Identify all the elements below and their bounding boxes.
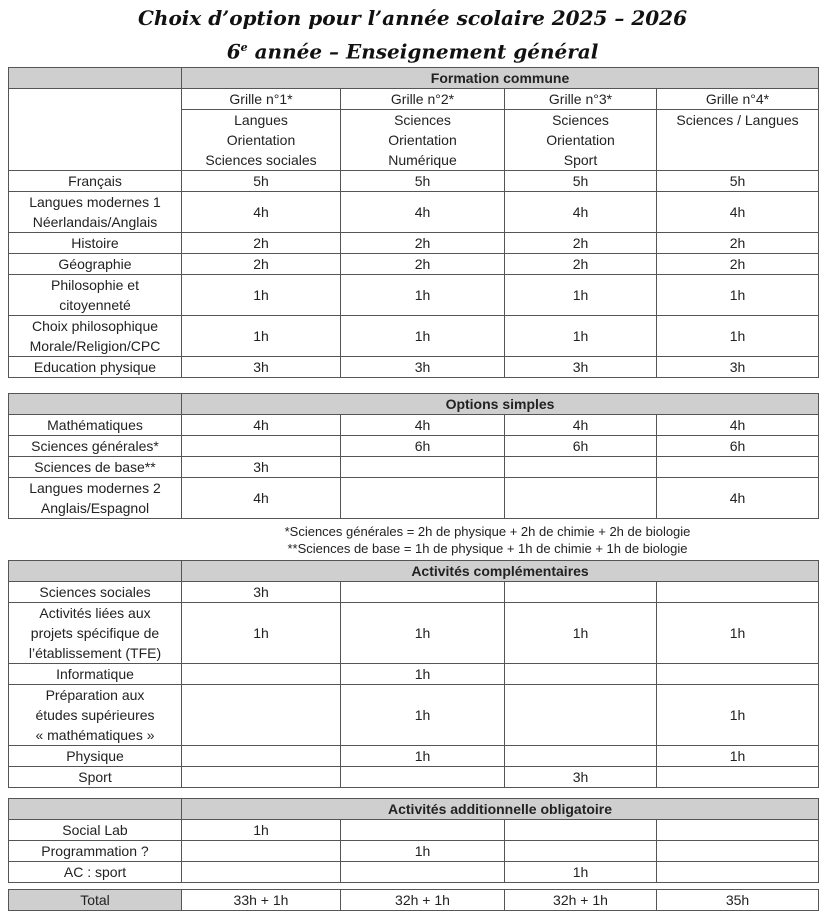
- total-value: 32h + 1h: [341, 890, 505, 911]
- grille-description: [657, 110, 819, 171]
- hours-cell: [505, 582, 657, 603]
- total-label: Total: [9, 890, 182, 911]
- hours-cell: [657, 582, 819, 603]
- grille-description: [505, 110, 657, 171]
- table-row: [9, 664, 819, 685]
- hours-cell: [505, 478, 657, 519]
- hours-cell: 1h: [341, 685, 505, 746]
- hours-cell: [182, 436, 341, 457]
- hours-cell: 6h: [657, 436, 819, 457]
- row-label: [9, 316, 182, 357]
- hours-cell: [182, 685, 341, 746]
- hours-cell: 2h: [341, 233, 505, 254]
- total-value: 32h + 1h: [505, 890, 657, 911]
- hours-cell: 1h: [182, 603, 341, 664]
- header-corner: [9, 561, 182, 582]
- hours-cell: [505, 841, 657, 862]
- row-label-line: « mathématiques »: [35, 727, 155, 743]
- hours-cell: 2h: [505, 233, 657, 254]
- row-label: [9, 820, 182, 841]
- hours-cell: 1h: [505, 275, 657, 316]
- table-row: [9, 767, 819, 788]
- hours-cell: [657, 457, 819, 478]
- row-label: [9, 478, 182, 519]
- row-label-line: Langues modernes 1: [29, 194, 161, 210]
- row-label-line: Sciences générales*: [31, 438, 159, 454]
- hours-cell: [182, 664, 341, 685]
- section-header-formation-commune: Formation commune: [182, 68, 819, 89]
- hours-cell: [182, 841, 341, 862]
- hours-cell: 1h: [341, 841, 505, 862]
- hours-cell: 1h: [657, 316, 819, 357]
- total-value: 35h: [657, 890, 819, 911]
- activites-complementaires-table: [8, 560, 819, 788]
- hours-cell: 1h: [341, 316, 505, 357]
- table-row: [9, 603, 819, 664]
- hours-cell: 2h: [657, 254, 819, 275]
- hours-cell: 4h: [657, 478, 819, 519]
- table-row: [9, 436, 819, 457]
- row-label: [9, 603, 182, 664]
- row-label: [9, 233, 182, 254]
- hours-cell: 4h: [341, 192, 505, 233]
- hours-cell: 1h: [657, 603, 819, 664]
- hours-cell: 1h: [505, 316, 657, 357]
- table-row: [9, 275, 819, 316]
- row-label-line: Education physique: [33, 359, 157, 375]
- hours-cell: [657, 820, 819, 841]
- table-row: [9, 316, 819, 357]
- hours-cell: [505, 664, 657, 685]
- hours-cell: 1h: [657, 685, 819, 746]
- hours-cell: [341, 767, 505, 788]
- row-label-line: Néerlandais/Anglais: [32, 214, 158, 230]
- hours-cell: 3h: [341, 357, 505, 378]
- activites-additionnelle-table: [8, 798, 819, 883]
- table-row: [9, 478, 819, 519]
- row-label-line: Géographie: [58, 256, 132, 272]
- table-row: [9, 171, 819, 192]
- header-corner: [9, 394, 182, 415]
- hours-cell: 1h: [341, 664, 505, 685]
- grille-header: Grille n°4*: [657, 89, 819, 110]
- row-label-line: projets spécifique de: [30, 625, 160, 641]
- row-label: [9, 582, 182, 603]
- row-label: [9, 685, 182, 746]
- table-row: [9, 820, 819, 841]
- hours-cell: [341, 457, 505, 478]
- row-label-line: Sciences de base**: [34, 459, 156, 475]
- footnotes: [0, 523, 825, 557]
- hours-cell: 4h: [182, 415, 341, 436]
- hours-cell: 4h: [657, 192, 819, 233]
- hours-cell: 1h: [341, 603, 505, 664]
- hours-cell: 3h: [657, 357, 819, 378]
- hours-cell: [341, 582, 505, 603]
- table-row: [9, 457, 819, 478]
- footnote: **Sciences de base = 1h de physique + 1h de chimie + 1h de biologie: [287, 541, 688, 556]
- section-header-options-simples: Options simples: [182, 394, 819, 415]
- row-label-line: Sciences sociales: [39, 584, 151, 600]
- row-label-line: Langues modernes 2: [29, 480, 161, 496]
- table-row: [9, 582, 819, 603]
- hours-cell: 2h: [182, 254, 341, 275]
- row-label-line: citoyenneté: [59, 297, 131, 313]
- options-simples-table: [8, 393, 819, 519]
- hours-cell: 3h: [182, 582, 341, 603]
- row-label: [9, 862, 182, 883]
- subtitle-prefix: 6: [226, 39, 241, 64]
- row-label: [9, 192, 182, 233]
- footnote: *Sciences générales = 2h de physique + 2h de chimie + 2h de biologie: [284, 524, 691, 539]
- row-label: [9, 457, 182, 478]
- hours-cell: 5h: [341, 171, 505, 192]
- table-row: [9, 841, 819, 862]
- hours-cell: 4h: [505, 192, 657, 233]
- hours-cell: 6h: [341, 436, 505, 457]
- row-label-line: Programmation ?: [41, 843, 149, 859]
- row-label-line: études supérieures: [35, 707, 155, 723]
- hours-cell: 1h: [505, 862, 657, 883]
- table-row: [9, 685, 819, 746]
- hours-cell: 1h: [657, 275, 819, 316]
- row-label: [9, 664, 182, 685]
- hours-cell: [341, 862, 505, 883]
- row-label-line: Activités liées aux: [39, 605, 151, 621]
- row-label-line: Histoire: [71, 235, 119, 251]
- hours-cell: 4h: [341, 415, 505, 436]
- hours-cell: 4h: [505, 415, 657, 436]
- hours-cell: 1h: [505, 603, 657, 664]
- grille-description-line: Sciences: [552, 112, 609, 128]
- hours-cell: [505, 746, 657, 767]
- hours-cell: 2h: [657, 233, 819, 254]
- hours-cell: 3h: [505, 767, 657, 788]
- empty-cell: [9, 89, 182, 171]
- grille-description: [182, 110, 341, 171]
- hours-cell: 1h: [182, 275, 341, 316]
- row-label: [9, 171, 182, 192]
- row-label: [9, 841, 182, 862]
- row-label: [9, 436, 182, 457]
- grille-description-line: Orientation: [226, 132, 296, 148]
- row-label: [9, 275, 182, 316]
- table-row: [9, 192, 819, 233]
- hours-cell: 3h: [182, 457, 341, 478]
- header-corner: [9, 68, 182, 89]
- grille-description-line: Sciences / Langues: [676, 112, 799, 128]
- hours-cell: [657, 767, 819, 788]
- table-row: [9, 415, 819, 436]
- grille-description-line: Langues: [234, 112, 288, 128]
- hours-cell: [657, 862, 819, 883]
- hours-cell: 2h: [182, 233, 341, 254]
- hours-cell: 4h: [657, 415, 819, 436]
- hours-cell: 2h: [341, 254, 505, 275]
- hours-cell: [505, 685, 657, 746]
- hours-cell: 1h: [182, 316, 341, 357]
- hours-cell: 4h: [182, 478, 341, 519]
- page-subtitle: [0, 33, 825, 67]
- grille-description-line: Sciences sociales: [205, 152, 317, 168]
- table-row: [9, 233, 819, 254]
- header-corner: [9, 799, 182, 820]
- grille-description-line: Sciences: [394, 112, 451, 128]
- table-row: [9, 254, 819, 275]
- hours-cell: 2h: [505, 254, 657, 275]
- grille-description-line: Sport: [563, 152, 598, 168]
- row-label-line: Préparation aux: [45, 687, 145, 703]
- row-label-line: l’établissement (TFE): [28, 645, 162, 661]
- hours-cell: [341, 820, 505, 841]
- hours-cell: 3h: [182, 357, 341, 378]
- grille-description-line: Orientation: [388, 132, 457, 148]
- grille-header: Grille n°2*: [341, 89, 505, 110]
- hours-cell: 1h: [341, 275, 505, 316]
- hours-cell: [341, 478, 505, 519]
- hours-cell: 1h: [657, 746, 819, 767]
- table-row: [9, 746, 819, 767]
- hours-cell: 1h: [341, 746, 505, 767]
- section-header-activites-complementaires: Activités complémentaires: [182, 561, 819, 582]
- row-label-line: Sport: [78, 769, 112, 785]
- grille-description-line: Orientation: [546, 132, 615, 148]
- subtitle-rest: année – Enseignement général: [247, 39, 599, 64]
- row-label: [9, 746, 182, 767]
- row-label: [9, 767, 182, 788]
- grille-description: [341, 110, 505, 171]
- hours-cell: 6h: [505, 436, 657, 457]
- table-row: [9, 862, 819, 883]
- total-value: 33h + 1h: [182, 890, 341, 911]
- grille-header: Grille n°3*: [505, 89, 657, 110]
- row-label-line: AC : sport: [63, 864, 127, 880]
- subtitle-sup: e: [240, 41, 248, 54]
- row-label: [9, 415, 182, 436]
- table-row: [9, 357, 819, 378]
- row-label: [9, 357, 182, 378]
- row-label-line: Morale/Religion/CPC: [29, 338, 161, 354]
- grille-header: Grille n°1*: [182, 89, 341, 110]
- hours-cell: 1h: [182, 820, 341, 841]
- row-label-line: Informatique: [56, 666, 134, 682]
- hours-cell: [182, 767, 341, 788]
- hours-cell: 3h: [505, 357, 657, 378]
- row-label-line: Choix philosophique: [31, 318, 159, 334]
- row-label-line: Social Lab: [62, 822, 128, 838]
- hours-cell: [657, 841, 819, 862]
- hours-cell: 5h: [657, 171, 819, 192]
- hours-cell: [505, 820, 657, 841]
- hours-cell: [182, 746, 341, 767]
- row-label-line: Mathématiques: [47, 417, 143, 433]
- hours-cell: 5h: [182, 171, 341, 192]
- formation-commune-table: [8, 67, 819, 378]
- page-title: Choix d’option pour l’année scolaire 2025 – 2026: [137, 6, 688, 30]
- hours-cell: 4h: [182, 192, 341, 233]
- section-header-activites-additionnelle: Activités additionnelle obligatoire: [182, 799, 819, 820]
- hours-cell: [182, 862, 341, 883]
- grille-description-line: Numérique: [388, 152, 457, 168]
- row-label: [9, 254, 182, 275]
- row-label-line: Physique: [66, 748, 124, 764]
- row-label-line: Français: [68, 173, 122, 189]
- hours-cell: [505, 457, 657, 478]
- row-label-line: Anglais/Espagnol: [40, 500, 150, 516]
- hours-cell: 5h: [505, 171, 657, 192]
- hours-cell: [657, 664, 819, 685]
- total-table: [8, 889, 819, 911]
- row-label-line: Philosophie et: [51, 277, 139, 293]
